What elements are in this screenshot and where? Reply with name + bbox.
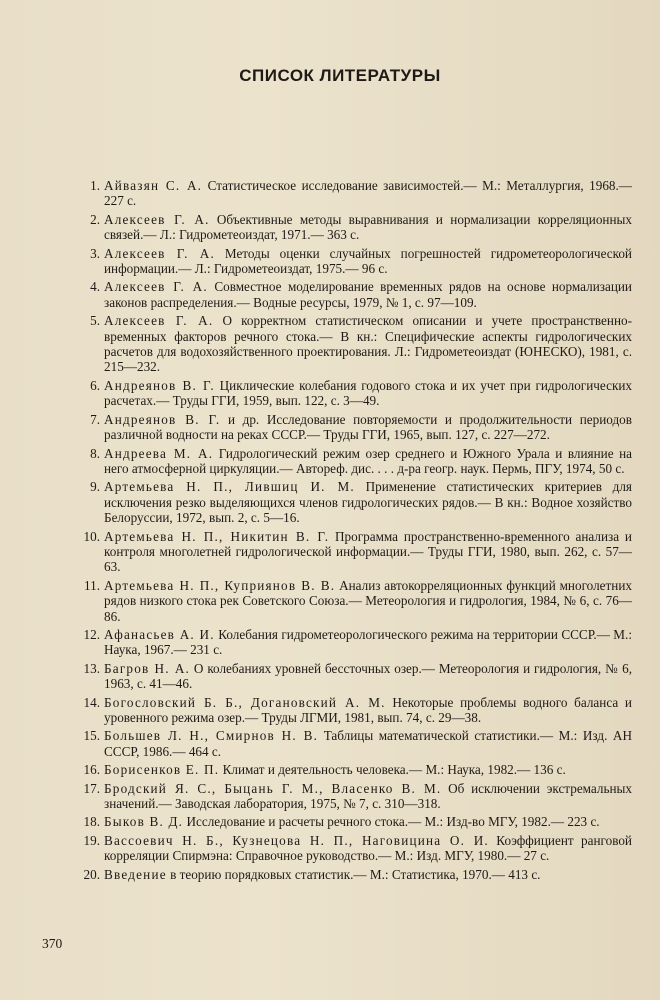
reference-entry <box>78 781 632 812</box>
reference-text: Колебания гидрометеорологического режима на территории СССР.— М.: Наука, 1967.— 231 с. <box>104 626 632 658</box>
reference-number: 17. <box>83 780 100 796</box>
reference-entry <box>78 212 632 243</box>
reference-author: Алексеев Г. А. <box>104 245 215 261</box>
reference-text: Гидрологический режим озер среднего и Южного Урала и влияние на него атмосферной циркуляции.— Автореф. дис. . . . д-ра геогр. наук. Пермь, ПГУ, 1974, 50 с. <box>104 445 632 476</box>
reference-entry <box>78 627 632 658</box>
reference-text: О колебаниях уровней бессточных озер.— Метеорология и гидрология, № 6, 1963, с. 41—46. <box>104 660 632 692</box>
reference-number: 1. <box>90 178 100 193</box>
reference-number: 20. <box>83 866 100 882</box>
reference-number: 16. <box>83 762 100 778</box>
reference-author: Афанасьев А. И. <box>104 626 215 642</box>
reference-text: Применение статистических критериев для исключения резко выделяющихся членов гидрологических рядов.— В кн.: Водное хозяйство Белоруссии, 1972, вып. 2, с. 5—16. <box>104 479 632 526</box>
reference-author: Андреянов В. Г. <box>104 411 221 427</box>
reference-author: Вассоевич Н. Б., Кузнецова Н. П., Наговицина О. И. <box>104 832 489 848</box>
reference-number: 9. <box>90 479 100 495</box>
reference-text: О корректном статистическом описании и учете пространственно-временных факторов речного стока.— В кн.: Специфические аспекты гидрологических расчетов для водохозяйственного проектирования. Л.: Гидрометеоиздат (ЮНЕСКО), 1981, с. 215—232. <box>104 313 632 375</box>
reference-text: Об исключении экстремальных значений.— Заводская лаборатория, 1975, № 7, с. 310—318. <box>104 780 633 812</box>
reference-text: Программа пространственно-временного анализа и контроля многолетней гидрологической информации.— Труды ГГИ, 1980, вып. 262, с. 57—63. <box>104 528 632 575</box>
reference-text: Таблицы математической статистики.— М.: Изд. АН СССР, 1986.— 464 с. <box>104 728 632 759</box>
reference-text: Анализ автокорреляционных функций многолетних рядов низкого стока рек Советского Союза.— Метеорология и гидрология, 1984, № 6, с. 76—86. <box>104 577 632 624</box>
reference-entry <box>78 578 632 624</box>
reference-entry <box>78 695 632 726</box>
reference-entry <box>78 313 632 375</box>
reference-entry <box>78 762 632 777</box>
reference-entry <box>78 446 632 477</box>
reference-text: Совместное моделирование временных рядов на основе нормализации законов распределения.— Водные ресурсы, 1979, № 1, с. 97—109. <box>104 279 632 310</box>
reference-text: Коэффициент ранговой корреляции Спирмэна: Справочное руководство.— М.: Изд. МГУ, 1980.— 27 с. <box>104 832 632 864</box>
reference-number: 4. <box>90 279 100 295</box>
reference-entry <box>78 412 632 443</box>
reference-author: Большев Л. Н., Смирнов Н. В. <box>104 728 319 744</box>
reference-entry <box>78 814 632 829</box>
reference-text: Климат и деятельность человека.— М.: Наука, 1982.— 136 с. <box>219 762 566 778</box>
reference-author: Андреева М. А. <box>104 445 214 461</box>
reference-author: Артемьева Н. П., Никитин В. Г. <box>104 528 330 544</box>
page-title: СПИСОК ЛИТЕРАТУРЫ <box>239 66 441 85</box>
reference-number: 19. <box>83 832 100 848</box>
reference-author: Айвазян С. А. <box>104 178 203 193</box>
reference-entry <box>78 728 632 759</box>
reference-list <box>78 178 632 885</box>
reference-author: Быков В. Д. <box>104 814 184 830</box>
reference-number: 12. <box>83 626 100 642</box>
reference-number: 6. <box>90 377 100 393</box>
reference-number: 13. <box>83 660 100 676</box>
reference-number: 10. <box>83 528 100 544</box>
reference-text: в теорию порядковых статистик.— М.: Статистика, 1970.— 413 с. <box>166 866 541 882</box>
reference-author: Богословский Б. Б., Догановский А. М. <box>104 694 386 710</box>
reference-entry <box>78 246 632 277</box>
reference-text: Циклические колебания годового стока и их учет при гидрологических расчетах.— Труды ГГИ, 1959, вып. 122, с. 3—49. <box>104 377 633 409</box>
reference-number: 5. <box>90 313 100 329</box>
reference-entry <box>78 867 632 882</box>
reference-author: Артемьева Н. П., Куприянов В. В. <box>104 577 336 593</box>
reference-author: Бродский Я. С., Быцань Г. М., Власенко В. М. <box>104 780 442 796</box>
reference-author: Алексеев Г. А. <box>104 279 208 295</box>
reference-entry <box>78 529 632 575</box>
page-number: 370 <box>42 936 63 951</box>
reference-number: 7. <box>90 411 100 427</box>
reference-text: Объективные методы выравнивания и нормализации корреляционных связей.— Л.: Гидрометеоиздат, 1971.— 363 с. <box>104 211 633 243</box>
reference-number: 2. <box>90 211 100 227</box>
reference-author: Алексеев Г. А. <box>104 313 214 329</box>
reference-author: Андреянов В. Г. <box>104 377 215 393</box>
reference-number: 18. <box>83 814 100 830</box>
reference-number: 14. <box>83 694 100 710</box>
reference-author: Введение <box>104 866 167 882</box>
reference-text: Некоторые проблемы водного баланса и уровенного режима озер.— Труды ЛГМИ, 1981, вып. 74, с. 29—38. <box>104 694 632 725</box>
reference-entry <box>78 178 632 209</box>
reference-entry <box>78 279 632 310</box>
reference-number: 8. <box>90 445 100 461</box>
reference-number: 3. <box>90 245 100 261</box>
reference-author: Артемьева Н. П., Лившиц И. М. <box>104 479 355 495</box>
reference-text: Статистическое исследование зависимостей.— М.: Металлургия, 1968.— 227 с. <box>104 178 632 209</box>
reference-text: Методы оценки случайных погрешностей гидрометеорологической информации.— Л.: Гидрометеоиздат, 1975.— 96 с. <box>104 245 632 277</box>
reference-author: Багров Н. А. <box>104 660 191 676</box>
reference-number: 11. <box>84 577 100 593</box>
reference-author: Алексеев Г. А. <box>104 211 210 227</box>
reference-text: Исследование и расчеты речного стока.— М.: Изд-во МГУ, 1982.— 223 с. <box>183 814 600 830</box>
reference-entry <box>78 479 632 525</box>
reference-entry <box>78 661 632 692</box>
reference-author: Борисенков Е. П. <box>104 762 220 778</box>
reference-entry <box>78 833 632 864</box>
reference-entry <box>78 378 632 409</box>
reference-number: 15. <box>83 728 100 744</box>
reference-text: и др. Исследование повторяемости и продолжительности периодов различной водности на реках СССР.— Труды ГГИ, 1965, вып. 127, с. 227—272. <box>104 411 632 443</box>
